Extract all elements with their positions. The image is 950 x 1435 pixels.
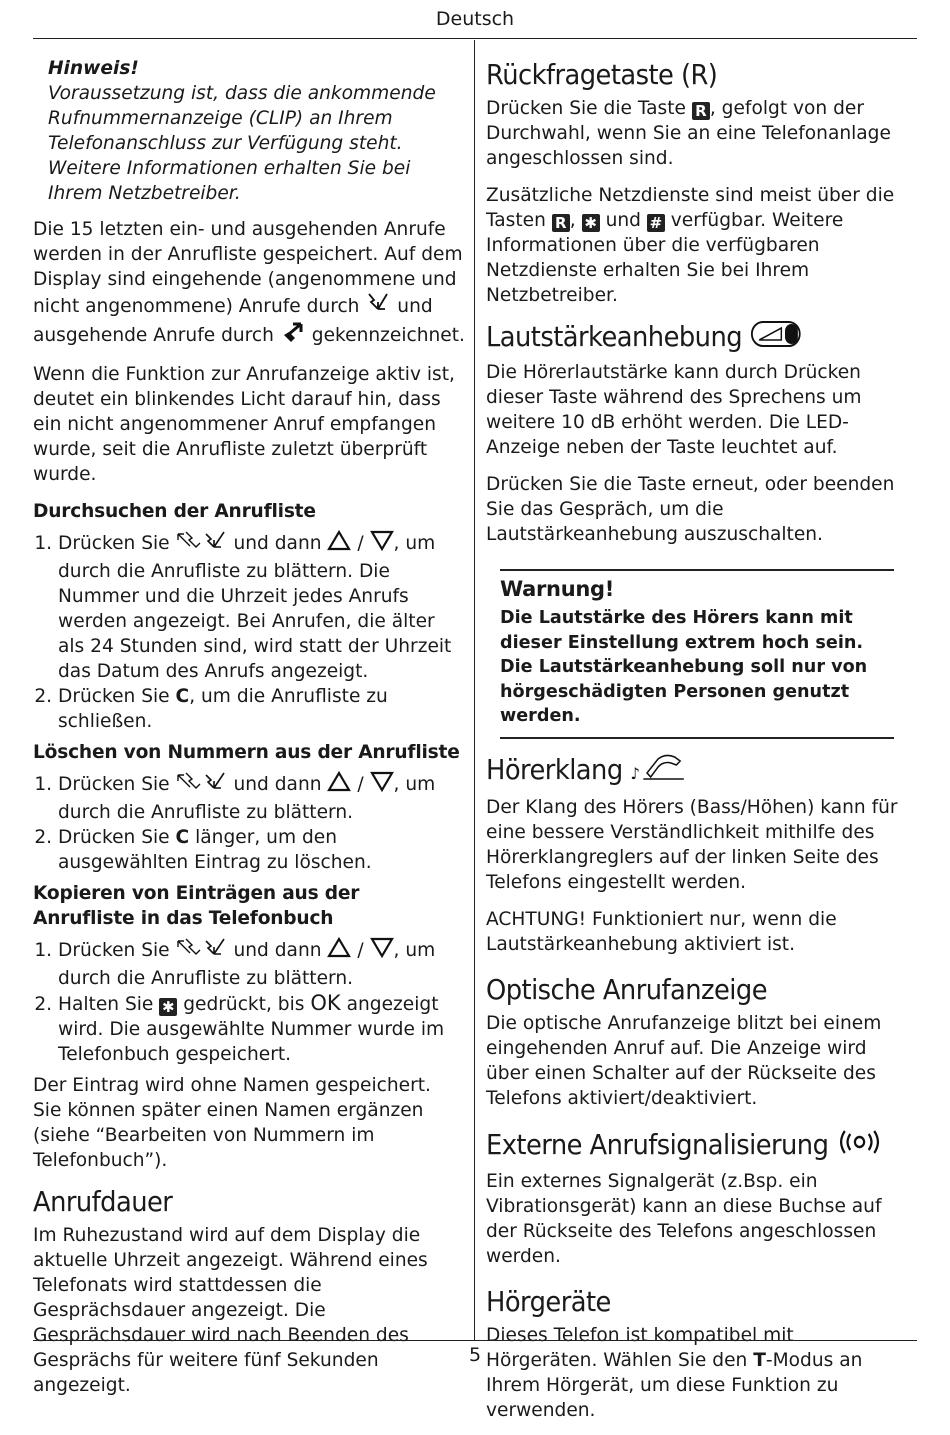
note-box (33, 56, 465, 206)
left-column (33, 56, 465, 1410)
hoergeraete-text-a: Dieses Telefon ist kompatibel mit Hörgeräten. Wählen Sie den (486, 1324, 794, 1371)
hash-key-icon: # (647, 214, 665, 232)
heading-rueckfragetaste: Rückfragetaste (R) (486, 58, 718, 91)
lautstaerke-text-1: Die Hörerlautstärke kann durch Drücken dieser Taste während des Sprechens um weitere 10 dB erhöht werden. Die LED-Anzeige neben der Taste leuchtet auf. (486, 362, 862, 458)
step-text: länger, um den ausgewählten Eintrag zu löschen. (58, 827, 372, 873)
delete-step-1: 1. Drücken Sie und dann / , um durch die Anrufliste zu blättern. (58, 769, 465, 825)
step-text: Drücken Sie (58, 533, 170, 554)
svg-text:♪: ♪ (630, 763, 640, 783)
call-list-key-icon (176, 528, 228, 559)
incoming-call-icon (365, 292, 391, 321)
step-text: , um die Anrufliste zu schließen. (58, 686, 388, 732)
step-text: Halten Sie (58, 994, 154, 1015)
handset-tone-icon (630, 751, 685, 791)
browse-step-1: 1. Drücken Sie und dann / , um durch die Anrufliste zu blättern. Die Nummer und die Uhrzeit jedes Anrufs werden angezeigt. Bei Anrufen, die älter als 24 Stunden sind, wird statt der Uhrzeit das Datum des Anrufs angezeigt. (58, 528, 465, 684)
page-header: Deutsch (435, 8, 515, 30)
down-arrow-icon (370, 770, 394, 799)
call-list-intro (33, 217, 465, 350)
down-arrow-icon (370, 529, 394, 558)
step-text: Drücken Sie (58, 827, 170, 848)
heading-extern (486, 1127, 874, 1165)
t-mode-label: T (753, 1349, 766, 1371)
step-text: Drücken Sie (58, 686, 170, 707)
copy-steps (33, 935, 465, 1067)
heading-hoergeraete: Hörgeräte (486, 1284, 611, 1318)
browse-step-2 (58, 684, 465, 734)
intro-text-c: gekennzeichnet. (311, 325, 465, 346)
up-arrow-icon (327, 529, 351, 558)
column-divider (474, 40, 475, 1340)
services-text-d: verfügbar. Weitere Informationen über die verfügbaren Netzdienste erhalten Sie bei Ihrem Netzbetreiber. (486, 210, 844, 306)
step-text: und dann (233, 940, 322, 961)
services-text-b: , (569, 210, 576, 231)
rueck-text-a: Drücken Sie die Taste (486, 98, 686, 119)
services-text-a: Zusätzliche Netzdienste sind meist über die Tasten (486, 185, 895, 231)
rueck-text-2 (486, 183, 908, 308)
step-text: und dann (233, 533, 322, 554)
rueck-text-b: , gefolgt von der Durchwahl, wenn Sie an eine Telefonanlage angeschlossen sind. (486, 98, 891, 169)
up-arrow-icon (327, 770, 351, 799)
hoergeraete-text (486, 1323, 908, 1423)
star-key-icon: ✱ (159, 998, 177, 1016)
optisch-text: Die optische Anrufanzeige blitzt bei einem eingehenden Anruf auf. Die Anzeige wird über einen Schalter auf der Rückseite des Telefons aktiviert/deaktiviert. (486, 1012, 882, 1109)
hoergeraete-text-b: -Modus an Ihrem Hörgerät, um diese Funktion zu verwenden. (486, 1349, 863, 1421)
c-key-label: C (175, 686, 190, 707)
hoererklang-warning: ACHTUNG! Funktioniert nur, wenn die Lautstärkeanhebung aktiviert ist. (486, 908, 837, 955)
intro-text-a: Die 15 letzten ein- und ausgehenden Anrufe werden in der Anrufliste gespeichert. Auf dem Display sind eingehende (angenommene und nicht angenommene) Anrufe durch (33, 219, 463, 317)
heading-anrufdauer: Anrufdauer (33, 1185, 173, 1218)
copy-note-text: Der Eintrag wird ohne Namen gespeichert. Sie können später einen Namen ergänzen (siehe “Bearbeiten von Nummern im Telefonbuch”). (33, 1075, 431, 1171)
heading-lautstaerke (486, 320, 874, 356)
right-column (486, 58, 908, 1435)
r-key-icon: R (692, 102, 710, 120)
step-text: und dann (233, 774, 322, 795)
outgoing-call-icon (280, 321, 306, 350)
extern-text: Ein externes Signalgerät (z.Bsp. ein Vibrationsgerät) kann an diese Buchse auf der Rückseite des Telefons angeschlossen werden. (486, 1170, 882, 1267)
anrufdauer-text: Im Ruhezustand wird auf dem Display die aktuelle Uhrzeit angezeigt. Während eines Telefonats wird stattdessen die Gesprächsdauer angezeigt. Die Gesprächsdauer wird nach Beenden des Gesprächs für weitere fünf Sekunden angezeigt. (33, 1225, 428, 1396)
page-number: 5 (468, 1344, 482, 1366)
step-text: , um durch die Anrufliste zu blättern. (58, 940, 436, 989)
heading-optisch: Optische Anrufanzeige (486, 972, 768, 1006)
lautstaerke-text-2: Drücken Sie die Taste erneut, oder beenden Sie das Gespräch, um die Lautstärkeanhebung auszuschalten. (486, 474, 895, 545)
volume-boost-icon (750, 320, 802, 356)
heading-hoererklang-text: Hörerklang (486, 752, 623, 786)
section-delete-title: Löschen von Nummern aus der Anrufliste (33, 742, 460, 763)
call-indicator-text: Wenn die Funktion zur Anrufanzeige aktiv ist, deutet ein blinkendes Licht darauf hin, dass ein nicht angenommener Anruf empfangen wurde, seit die Anrufliste zuletzt überprüft wurde. (33, 364, 455, 485)
heading-hoererklang (486, 751, 874, 791)
services-text-c: und (605, 210, 641, 231)
browse-steps (33, 528, 465, 734)
intro-text-b: und ausgehende Anrufe durch (33, 296, 433, 346)
copy-step-2 (58, 991, 465, 1067)
footer-rule (33, 1340, 917, 1341)
delete-step-2 (58, 825, 465, 875)
step-text: gedrückt, bis (183, 994, 305, 1015)
heading-extern-text: Externe Anrufsignalisierung (486, 1127, 829, 1161)
call-list-key-icon (176, 935, 228, 966)
ok-display-label: OK (310, 991, 341, 1015)
call-list-key-icon (176, 769, 228, 800)
section-browse-title: Durchsuchen der Anrufliste (33, 501, 316, 522)
step-text: angezeigt wird. Die ausgewählte Nummer wurde im Telefonbuch gespeichert. (58, 994, 445, 1065)
external-ring-icon (836, 1127, 884, 1165)
note-text: Voraussetzung ist, dass die ankommende Rufnummernanzeige (CLIP) an Ihrem Telefonanschluss zur Verfügung steht. Weitere Informationen erhalten Sie bei Ihrem Netzbetreiber. (48, 83, 436, 204)
star-key-icon: ✱ (582, 214, 600, 232)
up-arrow-icon (327, 936, 351, 965)
step-text: Drücken Sie (58, 774, 170, 795)
step-text: , um durch die Anrufliste zu blättern. Die Nummer und die Uhrzeit jedes Anrufs werden angezeigt. Bei Anrufen, die älter als 24 Stunden sind, wird statt der Uhrzeit das Datum des Anrufs angezeigt. (58, 533, 452, 682)
copy-step-1: 1. Drücken Sie und dann / , um durch die Anrufliste zu blättern. (58, 935, 465, 991)
warning-box (500, 569, 894, 739)
heading-lautstaerke-text: Lautstärkeanhebung (486, 320, 743, 353)
warning-title: Warnung! (500, 577, 615, 601)
step-text: Drücken Sie (58, 940, 170, 961)
section-copy-title: Kopieren von Einträgen aus der Anrufliste in das Telefonbuch (33, 883, 360, 929)
step-text: , um durch die Anrufliste zu blättern. (58, 774, 436, 823)
c-key-label: C (175, 827, 190, 848)
hoererklang-text: Der Klang des Hörers (Bass/Höhen) kann für eine bessere Verständlichkeit mithilfe des Hörerklangreglers auf der linken Seite des Telefons eingestellt werden. (486, 796, 898, 893)
delete-steps (33, 769, 465, 875)
rueck-text-1 (486, 96, 908, 171)
header-rule (33, 38, 917, 39)
r-key-icon: R (552, 214, 570, 232)
warning-text: Die Lautstärke des Hörers kann mit dieser Einstellung extrem hoch sein. Die Lautstärkeanhebung soll nur von hörgeschädigten Personen genutzt werden. (500, 608, 868, 726)
down-arrow-icon (370, 936, 394, 965)
note-title: Hinweis! (48, 58, 139, 79)
